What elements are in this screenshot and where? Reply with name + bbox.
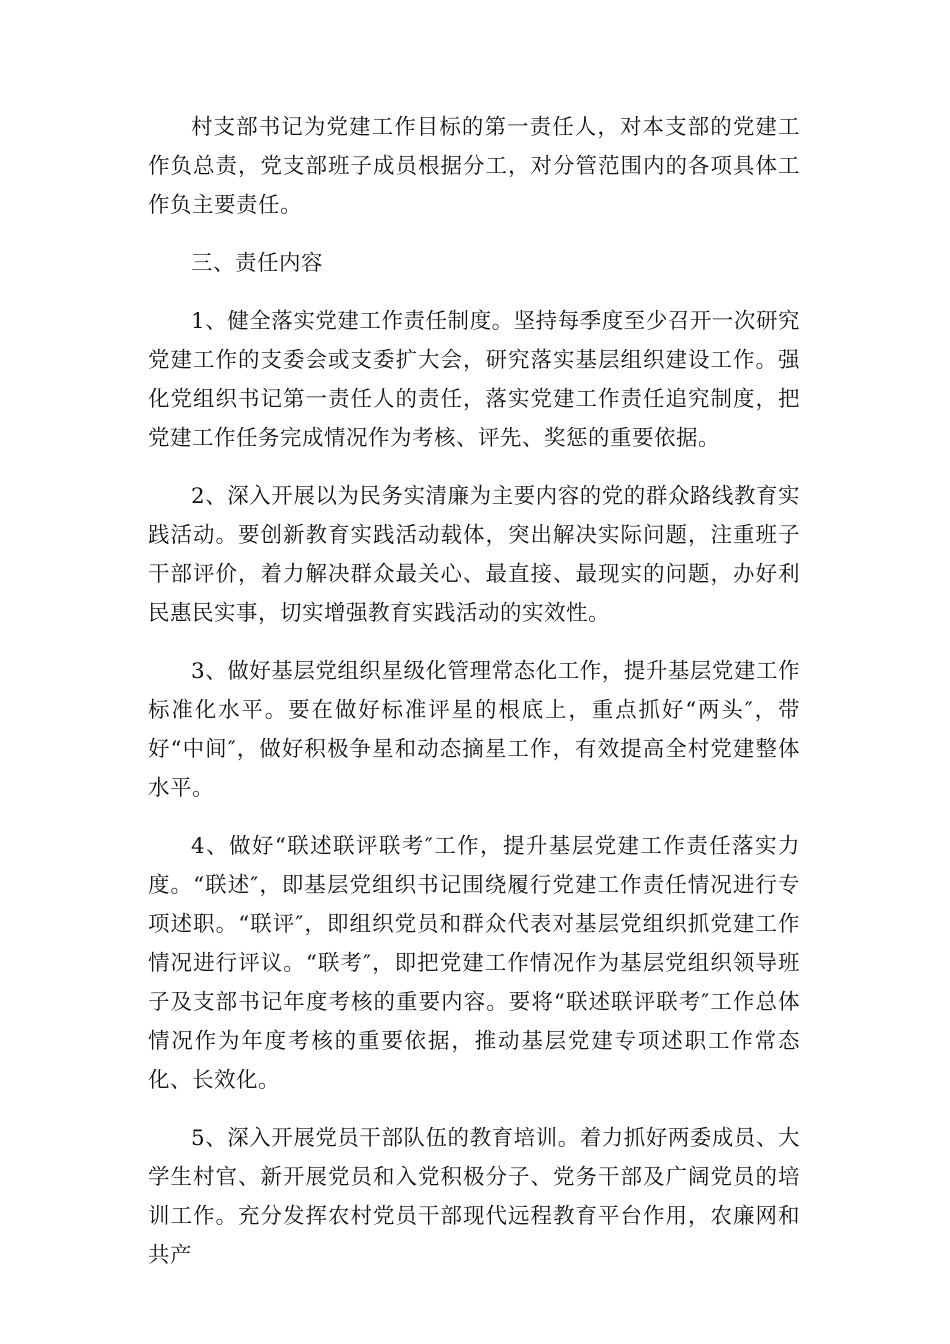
paragraph-item-4: 4、做好“联述联评联考″工作，提升基层党建工作责任落实力度。“联述″，即基层党组织书记围绕履行党建工作责任情况进行专项述职。“联评″，即组织党员和群众代表对基层党组织抓党建工作情况进行评议。“联考″，即把党建工作情况作为基层党组织领导班子及支部书记年度考核的重要内容。要将“联述联评联考″工作总体情况作为年度考核的重要依据，推动基层党建专项述职工作常态化、长效化。: [148, 834, 800, 1093]
document-page: [148, 108, 800, 1294]
paragraph-item-2: 2、深入开展以为民务实清廉为主要内容的党的群众路线教育实践活动。要创新教育实践活动载体，突出解决实际问题，注重班子干部评价，着力解决群众最关心、最直接、最现实的问题，办好利民惠民实事，切实增强教育实践活动的实效性。: [148, 484, 800, 626]
paragraph-item-1: 1、健全落实党建工作责任制度。坚持每季度至少召开一次研究党建工作的支委会或支委扩大会，研究落实基层组织建设工作。强化党组织书记第一责任人的责任，落实党建工作责任追究制度，把党建工作任务完成情况作为考核、评先、奖惩的重要依据。: [148, 309, 800, 451]
section-heading: 三、责任内容: [191, 251, 324, 276]
paragraph-item-3: 3、做好基层党组织星级化管理常态化工作，提升基层党建工作标准化水平。要在做好标准评星的根底上，重点抓好“两头″，带好“中间″，做好积极争星和动态摘星工作，有效提高全村党建整体水平。: [148, 659, 800, 801]
paragraph-responsibility: 村支部书记为党建工作目标的第一责任人，对本支部的党建工作负总责，党支部班子成员根据分工，对分管范围内的各项具体工作负主要责任。: [148, 115, 800, 218]
paragraph-item-5: 5、深入开展党员干部队伍的教育培训。着力抓好两委成员、大学生村官、新开展党员和入党积极分子、党务干部及广阔党员的培训工作。充分发挥农村党员干部现代远程教育平台作用，农廉网和共产: [148, 1126, 800, 1268]
